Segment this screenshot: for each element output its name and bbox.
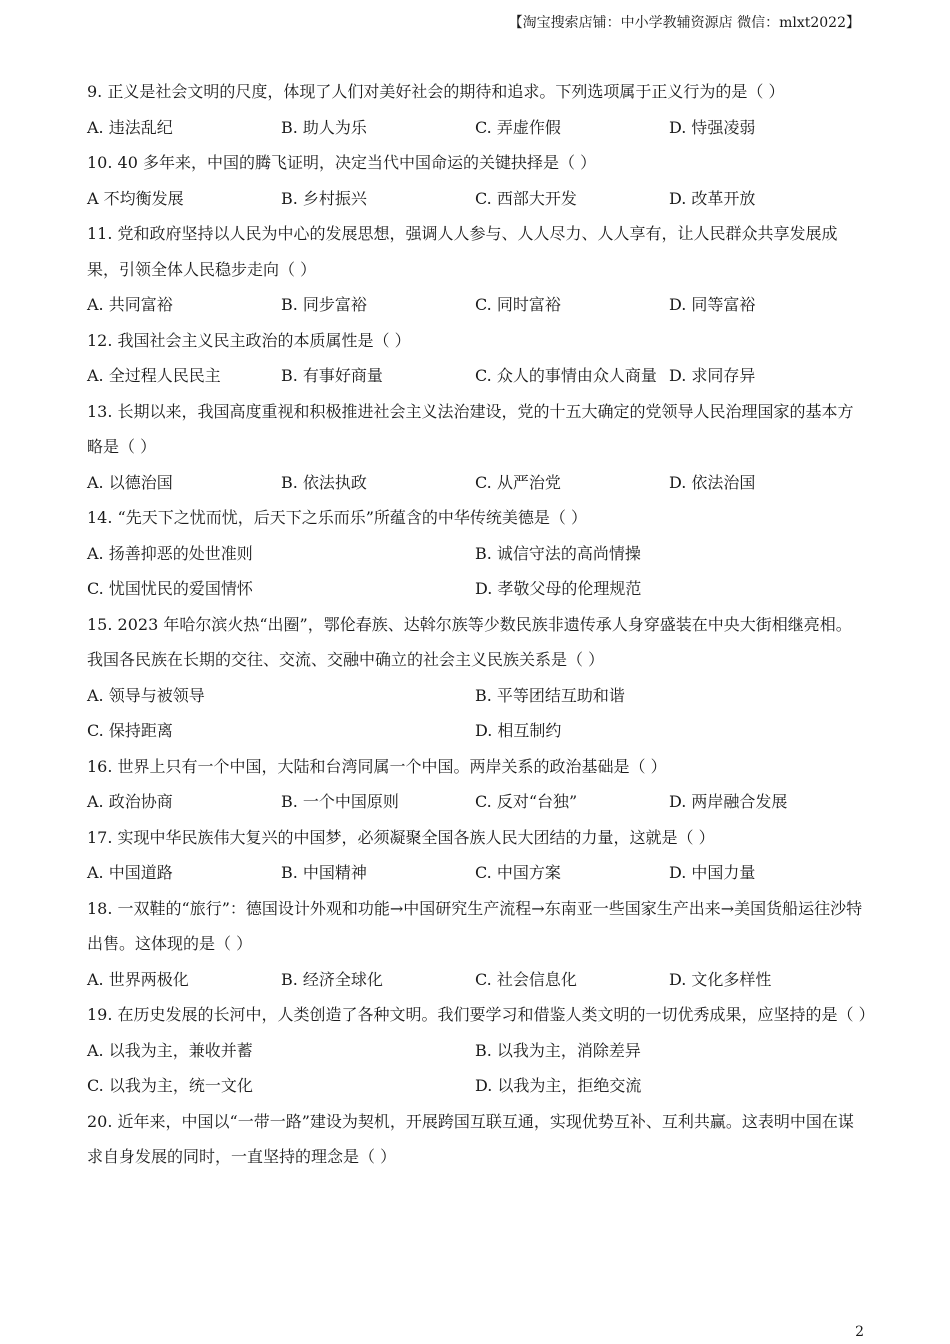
option-d: D. 孝敬父母的伦理规范 [475, 579, 642, 598]
question-16-stem: 16. 世界上只有一个中国，大陆和台湾同属一个中国。两岸关系的政治基础是（ ） [87, 756, 667, 776]
option-d: D. 依法治国 [669, 472, 756, 492]
option-a: A. 以我为主，兼收并蓄 [87, 1040, 253, 1060]
option-a: A. 共同富裕 [87, 295, 173, 314]
question-14-stem: 14. “先天下之忧而忧，后天下之乐而乐”所蕴含的中华传统美德是（ ） [87, 508, 587, 527]
question-15-stem: 15. 2023 年哈尔滨火热“出圈”，鄂伦春族、达斡尔族等少数民族非遗传承人身穿盛装在中央大街相继亮相。我国各民族在长期的交往、交流、交融中确立的社会主义民族关系是（ ） [87, 614, 852, 669]
option-c: C. 社会信息化 [475, 969, 577, 989]
option-d: D. 求同存异 [669, 366, 756, 385]
question-9-options [87, 110, 867, 146]
question-17-stem: 17. 实现中华民族伟大复兴的中国梦，必须凝聚全国各族人民大团结的力量，这就是（ ） [87, 827, 715, 847]
option-b: B. 乡村振兴 [281, 188, 367, 208]
option-a: A. 违法乱纪 [87, 117, 173, 137]
option-d: D. 两岸融合发展 [669, 792, 788, 811]
option-b: B. 同步富裕 [281, 295, 367, 314]
option-a: A. 中国道路 [87, 863, 173, 882]
question-10-stem: 10. 40 多年来，中国的腾飞证明，决定当代中国命运的关键抉择是（ ） [87, 153, 597, 172]
option-d: D. 恃强凌弱 [669, 117, 756, 137]
option-d: D. 以我为主，拒绝交流 [475, 1076, 642, 1095]
question-12-stem: 12. 我国社会主义民主政治的本质属性是（ ） [87, 330, 411, 350]
question-list [87, 74, 875, 1175]
option-b: B. 依法执政 [281, 472, 367, 492]
option-b: B. 以我为主，消除差异 [475, 1040, 641, 1060]
question-16-options [87, 784, 867, 820]
option-b: B. 经济全球化 [281, 969, 383, 989]
option-d: D. 中国力量 [669, 863, 756, 882]
option-b: B. 一个中国原则 [281, 792, 399, 811]
option-b: B. 助人为乐 [281, 117, 367, 137]
option-c: C. 反对“台独” [475, 792, 578, 811]
question-18-stem: 18. 一双鞋的“旅行”：德国设计外观和功能→中国研究生产流程→东南亚一些国家生产出来→美国货船运往沙特出售。这体现的是（ ） [87, 898, 863, 953]
option-b: B. 平等团结互助和谐 [475, 685, 625, 705]
option-d: D. 文化多样性 [669, 969, 772, 989]
option-c: C. 保持距离 [87, 721, 173, 740]
question-20-stem: 20. 近年来，中国以“一带一路”建设为契机，开展跨国互联互通，实现优势互补、互利共赢。这表明中国在谋求自身发展的同时，一直坚持的理念是（ ） [87, 1111, 854, 1166]
option-d: D. 改革开放 [669, 188, 756, 208]
question-11-stem: 11. 党和政府坚持以人民为中心的发展思想，强调人人参与、人人尽力、人人享有，让人民群众共享发展成果，引领全体人民稳步走向（ ） [87, 224, 838, 279]
question-19-options [87, 1033, 867, 1104]
option-c: C. 西部大开发 [475, 188, 577, 208]
option-a: A 不均衡发展 [87, 188, 184, 208]
question-13-stem: 13. 长期以来，我国高度重视和积极推进社会主义法治建设，党的十五大确定的党领导人民治理国家的基本方略是（ ） [87, 401, 854, 456]
option-a: A. 领导与被领导 [87, 685, 205, 705]
question-19-stem: 19. 在历史发展的长河中，人类创造了各种文明。我们要学习和借鉴人类文明的一切优秀成果，应坚持的是（ ） [87, 1005, 875, 1024]
option-c: C. 中国方案 [475, 863, 561, 882]
page-header: 【淘宝搜索店铺：中小学教辅资源店 微信：mlxt2022】 [508, 15, 860, 31]
question-18-options [87, 962, 867, 998]
question-15-options [87, 678, 867, 749]
option-c: C. 以我为主，统一文化 [87, 1076, 253, 1095]
option-b: B. 诚信守法的高尚情操 [475, 543, 641, 563]
question-12-options [87, 358, 867, 394]
page-number: 2 [855, 1324, 864, 1340]
question-13-options [87, 465, 867, 501]
option-b: B. 有事好商量 [281, 366, 383, 385]
option-a: A. 以德治国 [87, 472, 173, 492]
option-c: C. 众人的事情由众人商量 [475, 366, 657, 385]
option-c: C. 弄虚作假 [475, 117, 561, 137]
question-9-stem: 9. 正义是社会文明的尺度，体现了人们对美好社会的期待和追求。下列选项属于正义行为的是（ ） [87, 82, 785, 101]
question-14-options [87, 536, 867, 607]
option-a: A. 全过程人民民主 [87, 366, 221, 385]
option-c: C. 忧国忧民的爱国情怀 [87, 579, 253, 598]
question-17-options [87, 855, 867, 891]
option-c: C. 同时富裕 [475, 295, 561, 314]
question-11-options [87, 287, 867, 323]
option-a: A. 世界两极化 [87, 969, 189, 989]
option-d: D. 相互制约 [475, 721, 562, 740]
option-b: B. 中国精神 [281, 863, 367, 882]
option-a: A. 政治协商 [87, 792, 173, 811]
option-d: D. 同等富裕 [669, 295, 756, 314]
question-10-options [87, 181, 867, 217]
option-c: C. 从严治党 [475, 472, 561, 492]
option-a: A. 扬善抑恶的处世准则 [87, 543, 253, 563]
